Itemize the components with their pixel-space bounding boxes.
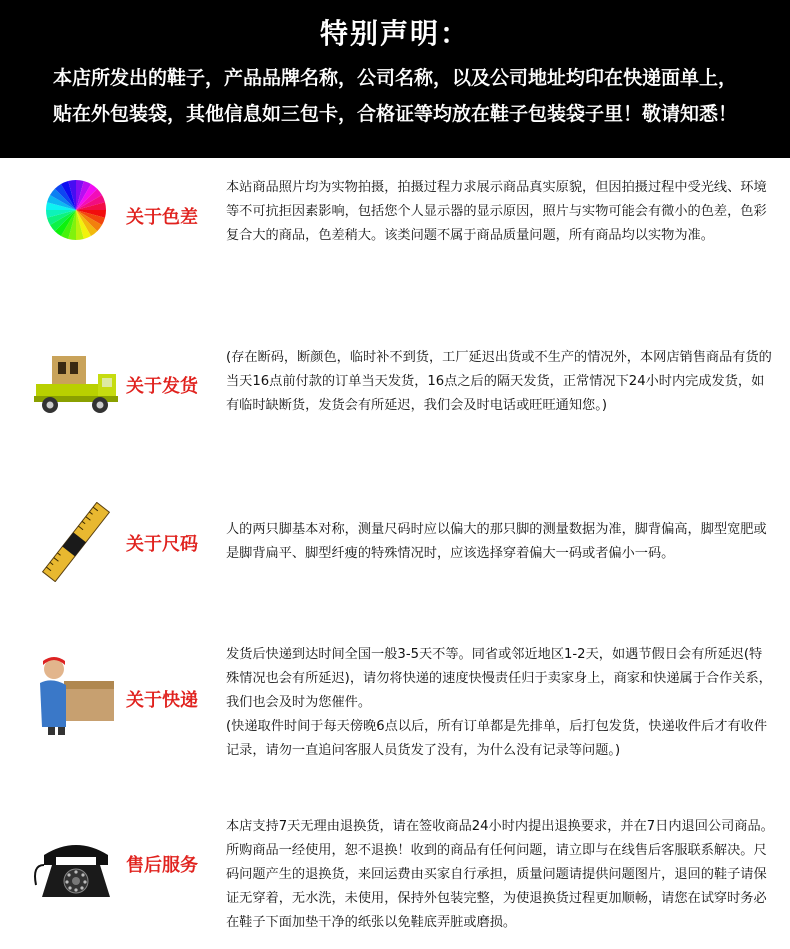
section-text-note: (快递取件时间于每天傍晚6点以后，所有订单都是先排单，后打包发货，快递收件后才有收件记录，请勿一直追问客服人员货发了没有，为什么没有记录等问题。) [226,719,768,758]
color-wheel-icon [34,175,118,245]
notice-line-2: 贴在外包装袋，其他信息如三包卡，合格证等均放在鞋子包装袋子里！敬请知悉！ [52,103,737,125]
section-text: (存在断码，断颜色，临时补不到货，工厂延迟出货或不生产的情况外，本网店销售商品有货的当天16点前付款的订单当天发货，16点之后的隔天发货，正常情况下24小时内完成发货，如有临时缺断货，发货会有所延迟，我们会及时电话或旺旺通知您。) [226,350,772,413]
section-text: 本店支持7天无理由退换货，请在签收商品24小时内提出退换要求，并在7日内退回公司商品。所购商品一经使用，恕不退换！收到的商品有任何问题，请立即与在线售后客服联系解决。尺码问题产生的退换货，来回运费由买家自行承担，质量问题请提供问题图片，退回的鞋子请保证无穿着，无水洗，未使用，保持外包装完整，为使退换货过程更加顺畅，请您在试穿时务必在鞋子下面加垫干净的纸张以免鞋底弄脏或磨损。 [226,819,774,930]
notice-line-1: 本店所发出的鞋子，产品品牌名称，公司名称，以及公司地址均印在快递面单上， [52,67,737,89]
section-text: 本站商品照片均为实物拍摄，拍摄过程力求展示商品真实原貌，但因拍摄过程中受光线、环境等不可抗拒因素影响，包括您个人显示器的显示原因，照片与实物可能会有微小的色差，色彩复合大的商品，色差稍大。该类问题不属于商品质量问题，所有商品均以实物为准。 [226,180,767,243]
header-banner [0,0,790,158]
section-text: 人的两只脚基本对称，测量尺码时应以偏大的那只脚的测量数据为准，脚背偏高，脚型宽肥或是脚背扁平、脚型纤瘦的特殊情况时，应该选择穿着偏大一码或者偏小一码。 [226,522,767,561]
measuring-ruler-icon [34,502,118,572]
section-label: 关于色差 [126,207,198,228]
section-text: 发货后快递到达时间全国一般3-5天不等。同省或邻近地区1-2天，如遇节假日会有所延迟(特殊情况也会有所延迟)，请勿将快递的速度快慢责任归于卖家身上，商家和快递属于合作关系，我们也会及时为您催件。 [226,647,772,710]
section-label: 关于尺码 [126,534,198,555]
section-label: 关于发货 [126,376,198,397]
section-label: 关于快递 [126,690,198,711]
telephone-icon [34,825,118,905]
page-title: 特别声明： [319,17,470,50]
section-label: 售后服务 [126,855,198,876]
delivery-truck-icon [34,350,118,420]
courier-icon [34,655,118,735]
